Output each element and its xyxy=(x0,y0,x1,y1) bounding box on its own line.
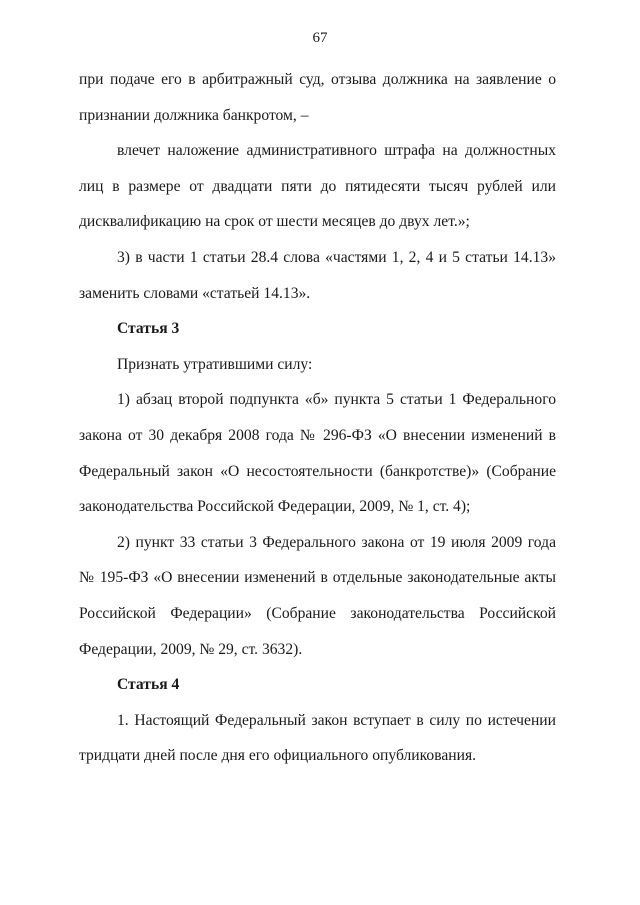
article-3-intro: Признать утратившими силу: xyxy=(117,355,313,373)
document-body xyxy=(79,62,556,774)
paragraph-continuation: при подаче его в арбитражный суд, отзыва должника на заявление о признании должника банкротом, – xyxy=(79,71,556,124)
paragraph-amendment-3: 3) в части 1 статьи 28.4 слова «частями 1, 2, 4 и 5 статьи 14.13» заменить словами «статьей 14.13». xyxy=(79,248,556,302)
paragraph-penalty: влечет наложение административного штрафа на должностных лиц в размере от двадцати пяти до пятидесяти тысяч рублей или дисквалификацию на срок от шести месяцев до двух лет.»; xyxy=(79,142,556,231)
article-4-heading: Статья 4 xyxy=(117,676,180,694)
article-3-item-2: 2) пункт 33 статьи 3 Федерального закона от 19 июля 2009 года № 195-ФЗ «О внесении изменений в отдельные законодательные акты Российской Федерации» (Собрание законодательства Российской Федерации, 2009, № 29, ст. 3632). xyxy=(79,533,556,658)
page-number: 67 xyxy=(312,30,328,46)
article-4-item-1: 1. Настоящий Федеральный закон вступает в силу по истечении тридцати дней после дня его официального опубликования. xyxy=(79,711,556,765)
article-3-heading: Статья 3 xyxy=(117,320,180,338)
article-3-item-1: 1) абзац второй подпункта «б» пункта 5 статьи 1 Федерального закона от 30 декабря 2008 года № 296-ФЗ «О внесении изменений в Федеральный закон «О несостоятельности (банкротстве)» (Собрание законодательства Российской Федерации, 2009, № 1, ст. 4); xyxy=(79,391,556,516)
